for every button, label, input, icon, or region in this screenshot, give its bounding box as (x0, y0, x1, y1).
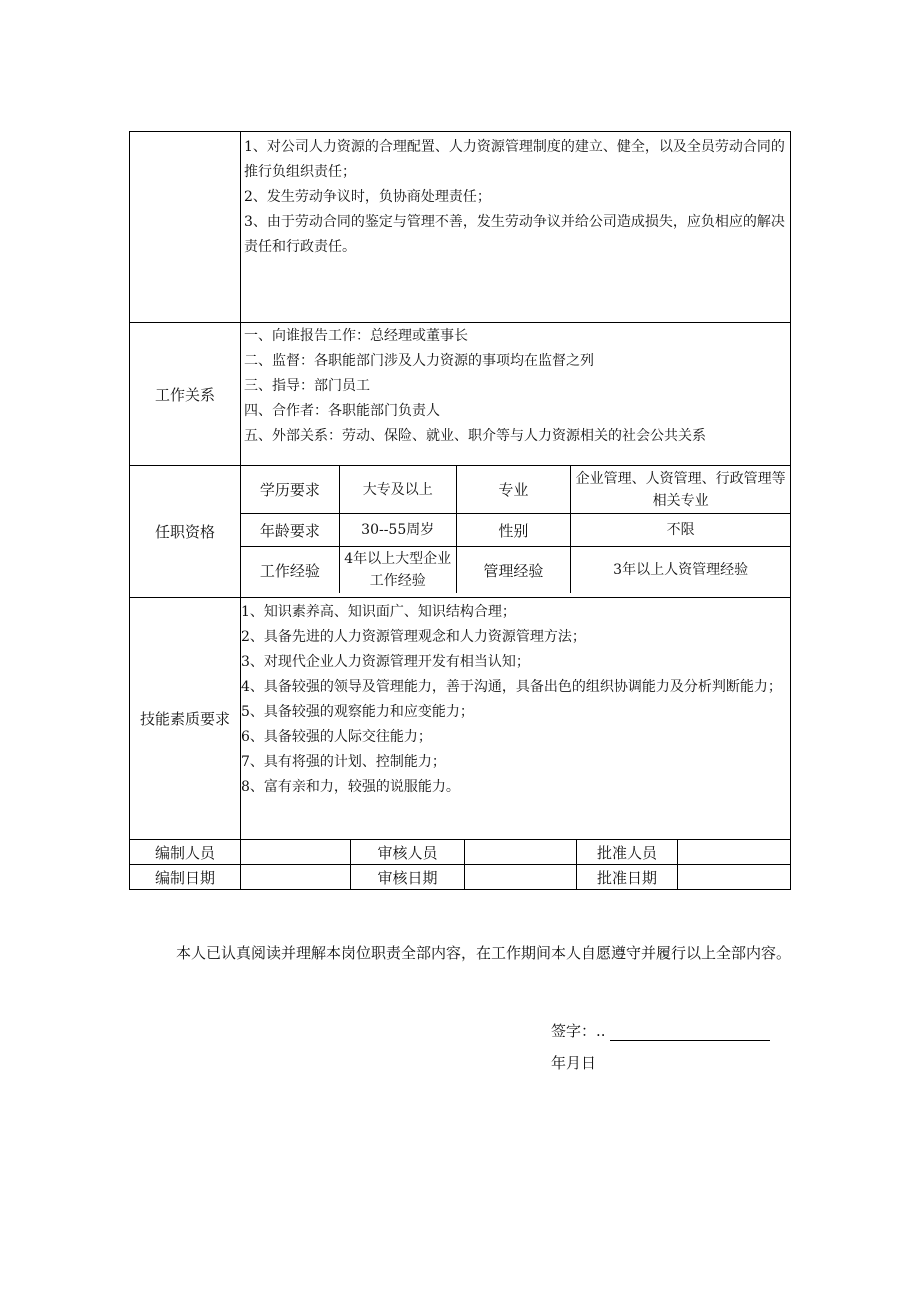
age-value: 30--55周岁 (339, 514, 456, 547)
prepared-date-label: 编制日期 (130, 865, 241, 890)
responsibility-row (130, 132, 791, 323)
education-value: 大专及以上 (339, 466, 456, 514)
responsibility-line: 3、由于劳动合同的鉴定与管理不善，发生劳动争议并给公司造成损失，应负相应的解决责任和行政责任。 (244, 214, 785, 255)
prepared-by-field[interactable] (241, 840, 351, 865)
skills-line: 7、具有将强的计划、控制能力； (241, 754, 446, 770)
prepared-date-field[interactable] (241, 865, 351, 890)
signature-field[interactable] (610, 1023, 770, 1041)
approved-by-label: 批准人员 (577, 840, 678, 865)
approved-by-field[interactable] (678, 840, 791, 865)
relations-line: 四、合作者：各职能部门负责人 (244, 403, 440, 419)
skills-line: 6、具备较强的人际交往能力； (241, 729, 432, 745)
footer-date-row (130, 865, 791, 890)
reviewed-date-label: 审核日期 (351, 865, 465, 890)
qualifications-content-cell (241, 466, 791, 598)
gender-label: 性别 (456, 514, 571, 547)
signature-label: 签字：.. (551, 1022, 606, 1040)
declaration-text: 本人已认真阅读并理解本岗位职责全部内容，在工作期间本人自愿遵守并履行以上全部内容。 (176, 944, 792, 962)
relations-label: 工作关系 (130, 323, 241, 466)
footer-personnel-row (130, 840, 791, 865)
education-label: 学历要求 (241, 466, 339, 514)
signature-date: 年月日 (551, 1054, 597, 1072)
skills-line: 3、对现代企业人力资源管理开发有相当认知； (241, 654, 530, 670)
relations-line: 五、外部关系：劳动、保险、就业、职介等与人力资源相关的社会公共关系 (244, 428, 706, 444)
prepared-by-label: 编制人员 (130, 840, 241, 865)
work-experience-label: 工作经验 (241, 547, 339, 594)
reviewed-by-field[interactable] (465, 840, 577, 865)
job-description-table (129, 131, 791, 890)
responsibility-line: 1、对公司人力资源的合理配置、人力资源管理制度的建立、健全，以及全员劳动合同的推行负组织责任； (244, 139, 785, 180)
reviewed-by-label: 审核人员 (351, 840, 465, 865)
relations-line: 三、指导：部门员工 (244, 378, 370, 394)
relations-line: 一、向谁报告工作：总经理或董事长 (244, 328, 468, 344)
skills-line: 2、具备先进的人力资源管理观念和人力资源管理方法； (241, 629, 586, 645)
major-value: 企业管理、人资管理、行政管理等相关专业 (571, 466, 790, 514)
skills-row (130, 598, 791, 840)
qualifications-label: 任职资格 (130, 466, 241, 598)
management-experience-value: 3年以上人资管理经验 (571, 547, 790, 594)
skills-line: 5、具备较强的观察能力和应变能力； (241, 704, 474, 720)
relations-row (130, 323, 791, 466)
responsibility-line: 2、发生劳动争议时，负协商处理责任； (244, 189, 491, 205)
skills-label: 技能素质要求 (130, 598, 241, 840)
skills-line: 1、知识素养高、知识面广、知识结构合理； (241, 604, 516, 620)
responsibility-content-cell (241, 132, 791, 323)
skills-content-cell (241, 598, 791, 840)
management-experience-label: 管理经验 (456, 547, 571, 594)
work-experience-value: 4年以上大型企业工作经验 (339, 547, 456, 594)
responsibility-label-cell (130, 132, 241, 323)
approved-date-label: 批准日期 (577, 865, 678, 890)
skills-line: 4、具备较强的领导及管理能力，善于沟通，具备出色的组织协调能力及分析判断能力； (241, 679, 782, 695)
qualifications-inner-table (241, 466, 790, 593)
approved-date-field[interactable] (678, 865, 791, 890)
reviewed-date-field[interactable] (465, 865, 577, 890)
relations-line: 二、监督：各职能部门涉及人力资源的事项均在监督之列 (244, 353, 594, 369)
relations-content-cell (241, 323, 791, 466)
skills-line: 8、富有亲和力，较强的说服能力。 (241, 779, 460, 795)
gender-value: 不限 (571, 514, 790, 547)
signature-line (551, 1020, 770, 1041)
major-label: 专业 (456, 466, 571, 514)
qualifications-row (130, 466, 791, 598)
age-label: 年龄要求 (241, 514, 339, 547)
